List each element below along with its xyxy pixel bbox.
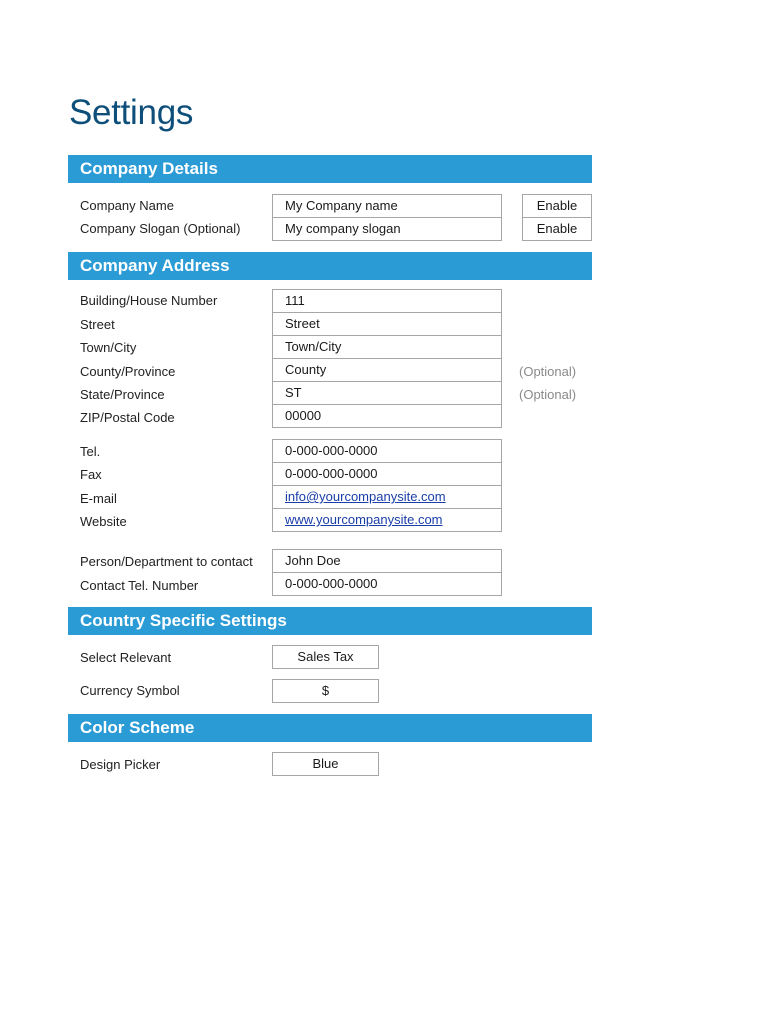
select-relevant-label: Select Relevant — [80, 650, 172, 665]
country-settings-header: Country Specific Settings — [68, 607, 592, 635]
building-number-label: Building/House Number — [80, 293, 218, 308]
street-label: Street — [80, 317, 115, 332]
website-field[interactable] — [272, 509, 502, 532]
contact-person-field[interactable]: John Doe — [272, 549, 502, 573]
company-name-label: Company Name — [80, 198, 174, 213]
design-picker-dropdown[interactable]: Blue — [272, 752, 379, 776]
building-number-field[interactable]: 111 — [272, 289, 502, 313]
company-name-field[interactable]: My Company name — [272, 194, 502, 218]
town-city-label: Town/City — [80, 340, 137, 355]
page-title: Settings — [69, 93, 194, 132]
contact-person-label: Person/Department to contact — [80, 554, 253, 569]
design-picker-label: Design Picker — [80, 757, 161, 772]
company-slogan-label: Company Slogan (Optional) — [80, 221, 241, 236]
county-field[interactable]: County — [272, 359, 502, 382]
company-slogan-field[interactable]: My company slogan — [272, 218, 502, 241]
county-optional-note: (Optional) — [519, 364, 577, 379]
currency-symbol-field[interactable]: $ — [272, 679, 379, 703]
state-optional-note: (Optional) — [519, 387, 577, 402]
zip-field[interactable]: 00000 — [272, 405, 502, 428]
town-city-field[interactable]: Town/City — [272, 336, 502, 359]
company-details-header: Company Details — [68, 155, 592, 183]
email-label: E-mail — [80, 491, 117, 506]
contact-tel-label: Contact Tel. Number — [80, 578, 199, 593]
fax-label: Fax — [80, 467, 102, 482]
color-scheme-header: Color Scheme — [68, 714, 592, 742]
fax-field[interactable]: 0-000-000-0000 — [272, 463, 502, 486]
street-field[interactable]: Street — [272, 313, 502, 336]
email-field[interactable] — [272, 486, 502, 509]
website-link[interactable]: www.yourcompanysite.com — [285, 512, 443, 527]
website-label: Website — [80, 514, 127, 529]
tel-label: Tel. — [80, 444, 101, 459]
company-slogan-enable-button[interactable]: Enable — [522, 218, 592, 241]
contact-tel-field[interactable]: 0-000-000-0000 — [272, 573, 502, 596]
currency-symbol-label: Currency Symbol — [80, 683, 180, 698]
zip-label: ZIP/Postal Code — [80, 410, 175, 425]
state-field[interactable]: ST — [272, 382, 502, 405]
county-label: County/Province — [80, 364, 176, 379]
email-link[interactable]: info@yourcompanysite.com — [285, 489, 446, 504]
state-label: State/Province — [80, 387, 165, 402]
select-relevant-dropdown[interactable]: Sales Tax — [272, 645, 379, 669]
tel-field[interactable]: 0-000-000-0000 — [272, 439, 502, 463]
company-name-enable-button[interactable]: Enable — [522, 194, 592, 218]
company-address-header: Company Address — [68, 252, 592, 280]
